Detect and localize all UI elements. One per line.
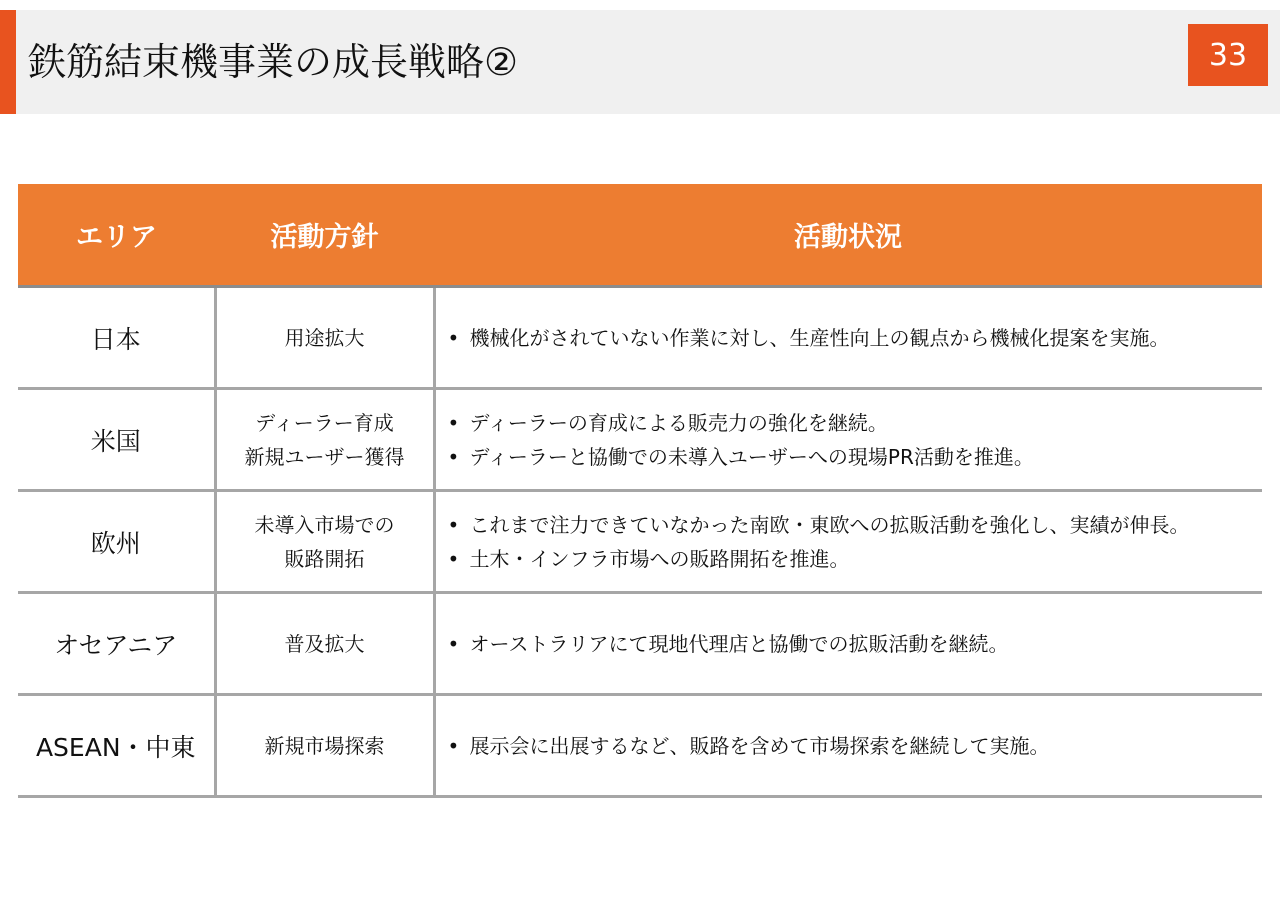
area-cell: 米国 bbox=[18, 389, 215, 491]
page-number-badge: 33 bbox=[1188, 24, 1268, 86]
status-item: • ディーラーの育成による販売力の強化を継続。 bbox=[446, 406, 1263, 440]
status-cell bbox=[434, 593, 1262, 695]
status-item: • これまで注力できていなかった南欧・東欧への拡販活動を強化し、実績が伸長。 bbox=[446, 508, 1263, 542]
policy-line: 新規ユーザー獲得 bbox=[244, 444, 405, 469]
status-list bbox=[446, 406, 1263, 474]
area-cell: 日本 bbox=[18, 287, 215, 389]
status-list bbox=[446, 627, 1263, 661]
policy-line: 販路開拓 bbox=[284, 546, 365, 571]
table-row bbox=[18, 287, 1262, 389]
column-header-status: 活動状況 bbox=[434, 184, 1262, 287]
status-cell bbox=[434, 389, 1262, 491]
policy-cell bbox=[215, 593, 434, 695]
status-item: • 土木・インフラ市場への販路開拓を推進。 bbox=[446, 542, 1263, 576]
title-accent-bar bbox=[0, 10, 16, 114]
table-row bbox=[18, 389, 1262, 491]
status-item: • 機械化がされていない作業に対し、生産性向上の観点から機械化提案を実施。 bbox=[446, 321, 1263, 355]
policy-line: ディーラー育成 bbox=[255, 410, 394, 435]
table-header bbox=[18, 184, 1262, 287]
status-list bbox=[446, 508, 1263, 576]
table-body bbox=[18, 287, 1262, 797]
table-row bbox=[18, 491, 1262, 593]
status-cell bbox=[434, 491, 1262, 593]
status-list bbox=[446, 321, 1263, 355]
status-cell bbox=[434, 287, 1262, 389]
policy-cell bbox=[215, 389, 434, 491]
area-cell: ASEAN・中東 bbox=[18, 695, 215, 797]
policy-cell bbox=[215, 287, 434, 389]
status-cell bbox=[434, 695, 1262, 797]
status-list bbox=[446, 729, 1263, 763]
table-row bbox=[18, 593, 1262, 695]
policy-cell bbox=[215, 695, 434, 797]
page-title: 鉄筋結束機事業の成長戦略② bbox=[28, 40, 519, 84]
policy-line: 未導入市場での bbox=[254, 512, 395, 537]
column-header-policy: 活動方針 bbox=[215, 184, 434, 287]
status-item: • 展示会に出展するなど、販路を含めて市場探索を継続して実施。 bbox=[446, 729, 1263, 763]
policy-line: 普及拡大 bbox=[284, 631, 365, 656]
title-bar bbox=[0, 10, 1280, 114]
area-cell: 欧州 bbox=[18, 491, 215, 593]
policy-line: 用途拡大 bbox=[284, 325, 365, 350]
status-item: • オーストラリアにて現地代理店と協働での拡販活動を継続。 bbox=[446, 627, 1263, 661]
status-item: • ディーラーと協働での未導入ユーザーへの現場PR活動を推進。 bbox=[446, 440, 1263, 474]
column-header-area: エリア bbox=[18, 184, 215, 287]
strategy-table bbox=[18, 184, 1262, 798]
table-row bbox=[18, 695, 1262, 797]
policy-line: 新規市場探索 bbox=[264, 733, 385, 758]
policy-cell bbox=[215, 491, 434, 593]
area-cell: オセアニア bbox=[18, 593, 215, 695]
